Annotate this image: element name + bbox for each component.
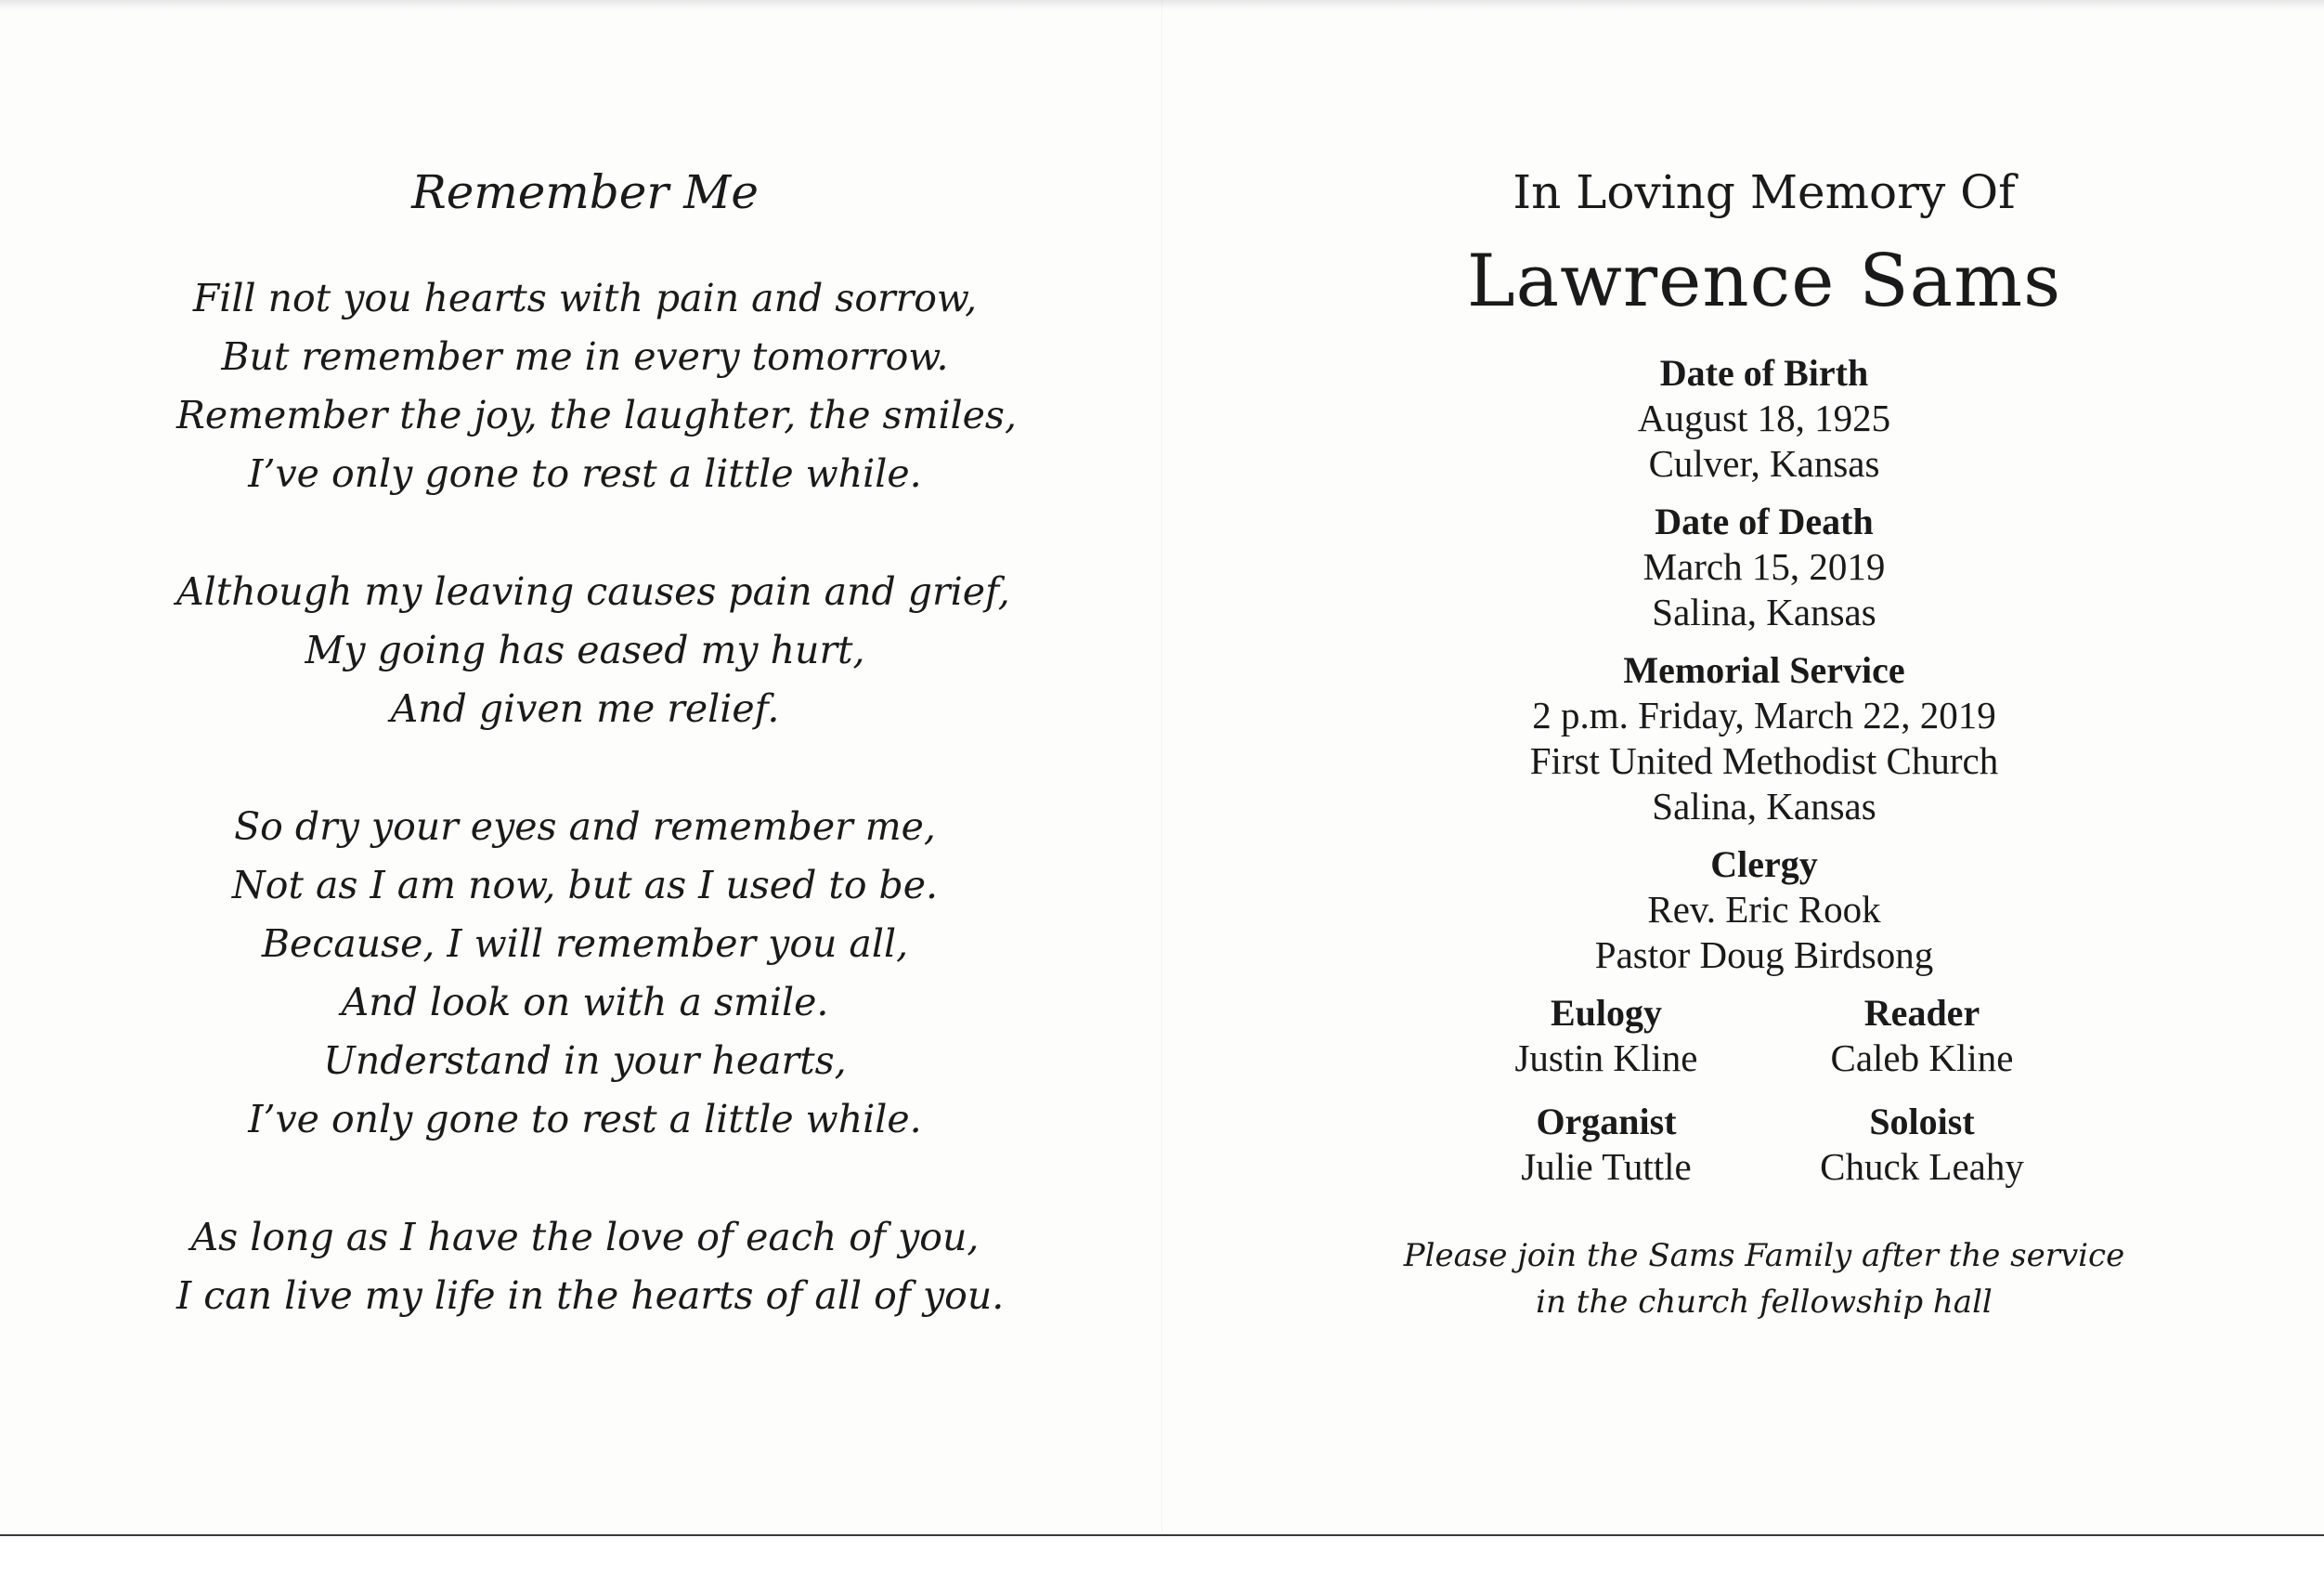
reception-note-line: Please join the Sams Family after the service	[1403, 1237, 2125, 1274]
reader-label: Reader	[1863, 992, 1980, 1034]
poem-line: Because, I will remember you all,	[261, 921, 909, 966]
clergy-label: Clergy	[1710, 843, 1818, 885]
birth-place: Culver, Kansas	[1648, 442, 1880, 485]
poem-stanza	[176, 269, 1018, 503]
poem-line: I’ve only gone to rest a little while.	[248, 1097, 922, 1141]
poem-line: Although my leaving causes pain and grief,	[176, 569, 1010, 614]
service-time: 2 p.m. Friday, March 22, 2019	[1532, 694, 1996, 736]
poem-panel	[176, 149, 1018, 1385]
participants-row	[1383, 991, 2145, 1081]
poem-line: And given me relief.	[390, 686, 780, 731]
organist-name: Julie Tuttle	[1521, 1145, 1692, 1188]
poem-line: Remember the joy, the laughter, the smiles,	[176, 393, 1018, 437]
poem-line: I can live my life in the hearts of all of you.	[176, 1273, 1005, 1318]
poem-line: But remember me in every tomorrow.	[221, 334, 949, 379]
organist-label: Organist	[1536, 1101, 1677, 1142]
death-place: Salina, Kansas	[1652, 591, 1876, 633]
soloist-section	[1806, 1100, 2038, 1190]
service-section	[1383, 648, 2145, 829]
eulogy-name: Justin Kline	[1514, 1036, 1698, 1079]
memorial-panel	[1383, 149, 2145, 1325]
reader-section	[1806, 991, 2038, 1081]
service-label: Memorial Service	[1623, 649, 1905, 691]
service-venue: First United Methodist Church	[1529, 739, 1999, 782]
reception-note	[1383, 1232, 2145, 1325]
eulogy-label: Eulogy	[1550, 992, 1663, 1034]
poem-line: Not as I am now, but as I used to be.	[231, 863, 939, 907]
organist-section	[1490, 1100, 1722, 1190]
poem-line: My going has eased my hurt,	[305, 628, 865, 672]
death-label: Date of Death	[1655, 501, 1874, 542]
poem-stanza	[176, 1208, 1005, 1325]
poem-line: And look on with a smile.	[341, 980, 829, 1024]
birth-section	[1383, 351, 2145, 487]
poem-line: Fill not you hearts with pain and sorrow,	[192, 276, 978, 320]
death-date: March 15, 2019	[1642, 545, 1886, 588]
poem-stanza	[176, 798, 993, 1149]
poem-stanza	[176, 563, 1010, 738]
clergy-name: Rev. Eric Rook	[1647, 888, 1881, 931]
soloist-label: Soloist	[1869, 1101, 1975, 1142]
birth-label: Date of Birth	[1659, 352, 1869, 394]
poem-line: I’ve only gone to rest a little while.	[248, 451, 922, 496]
poem-line: As long as I have the love of each of you,	[190, 1215, 980, 1259]
death-section	[1383, 500, 2145, 635]
deceased-name: Lawrence Sams	[1466, 240, 2062, 323]
poem-line: So dry your eyes and remember me,	[234, 804, 936, 849]
poem-line: Understand in your hearts,	[323, 1038, 847, 1083]
birth-date: August 18, 1925	[1637, 397, 1891, 439]
clergy-section	[1383, 842, 2145, 978]
reader-name: Caleb Kline	[1830, 1036, 2014, 1079]
reception-note-line: in the church fellowship hall	[1536, 1284, 1993, 1321]
poem-title: Remember Me	[411, 165, 759, 219]
bottom-edge	[0, 1534, 2324, 1577]
clergy-name: Pastor Doug Birdsong	[1594, 933, 1934, 976]
soloist-name: Chuck Leahy	[1820, 1145, 2024, 1188]
participants-row	[1383, 1100, 2145, 1190]
eulogy-section	[1490, 991, 1722, 1081]
memorial-heading: In Loving Memory Of	[1513, 165, 2016, 219]
service-place: Salina, Kansas	[1652, 785, 1876, 828]
